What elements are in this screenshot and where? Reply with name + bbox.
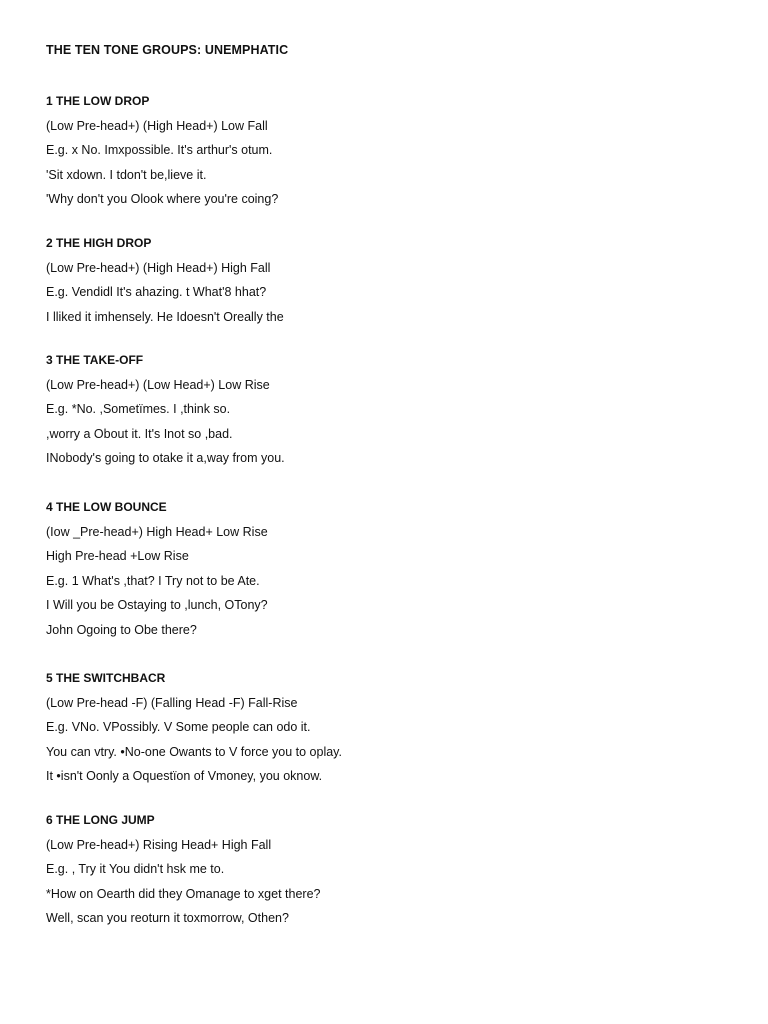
section-line: E.g. x No. Imxpossible. It's arthur's otum.: [46, 143, 273, 158]
section-line: E.g. VNo. VPossibly. V Some people can odo it.: [46, 720, 311, 735]
section-line: ,worry a Obout it. It's Inot so ,bad.: [46, 426, 233, 441]
section-line: (Low Pre-head+) (High Head+) High Fall: [46, 260, 271, 275]
section-line: Well, scan you reoturn it toxmorrow, Othen?: [46, 911, 289, 926]
section-line: John Ogoing to Obe there?: [46, 622, 197, 637]
section-line: INobody's going to otake it a,way from you.: [46, 451, 285, 466]
section-line: High Pre-head +Low Rise: [46, 549, 189, 564]
section-long-jump: [46, 808, 726, 931]
section-line: E.g. 1 What's ,that? I Try not to be Ate.: [46, 573, 260, 588]
section-line: E.g. , Try it You didn't hsk me to.: [46, 862, 225, 877]
section-low-bounce: [46, 495, 726, 643]
section-line: 'Why don't you Olook where you're coing?: [46, 192, 279, 207]
section-line: *How on Oearth did they Omanage to xget there?: [46, 886, 321, 901]
section-line: (Low Pre-head+) (High Head+) Low Fall: [46, 118, 268, 133]
section-switchback: [46, 666, 726, 789]
section-line: (Low Pre-head+) Rising Head+ High Fall: [46, 837, 272, 852]
section-line: I lliked it imhensely. He Idoesn't Oreally the: [46, 309, 284, 324]
section-heading: 1 THE LOW DROP: [46, 94, 150, 108]
section-line: (Iow _Pre-head+) High Head+ Low Rise: [46, 524, 268, 539]
section-line: E.g. *No. ,Sometïmes. I ,think so.: [46, 402, 231, 417]
section-heading: 2 THE HIGH DROP: [46, 236, 152, 250]
section-heading: 5 THE SWITCHBACR: [46, 671, 166, 685]
section-line: You can vtry. •No-one Owants to V force you to oplay.: [46, 744, 342, 759]
document-title: THE TEN TONE GROUPS: UNEMPHATIC: [46, 43, 289, 57]
section-line: It •isn't Oonly a Oquestïon of Vmoney, you oknow.: [46, 769, 323, 784]
section-line: (Low Pre-head+) (Low Head+) Low Rise: [46, 377, 270, 392]
section-line: 'Sit xdown. I tdon't be,lieve it.: [46, 167, 207, 182]
section-line: (Low Pre-head -F) (Falling Head -F) Fall-Rise: [46, 695, 298, 710]
section-heading: 6 THE LONG JUMP: [46, 813, 155, 827]
section-high-drop: [46, 231, 726, 329]
section-take-off: [46, 348, 726, 471]
section-line: E.g. Vendidl It's ahazing. t What'8 hhat?: [46, 285, 267, 300]
section-heading: 4 THE LOW BOUNCE: [46, 500, 167, 514]
section-line: I Will you be Ostaying to ,lunch, OTony?: [46, 598, 268, 613]
section-low-drop: [46, 89, 726, 212]
section-heading: 3 THE TAKE-OFF: [46, 353, 144, 367]
